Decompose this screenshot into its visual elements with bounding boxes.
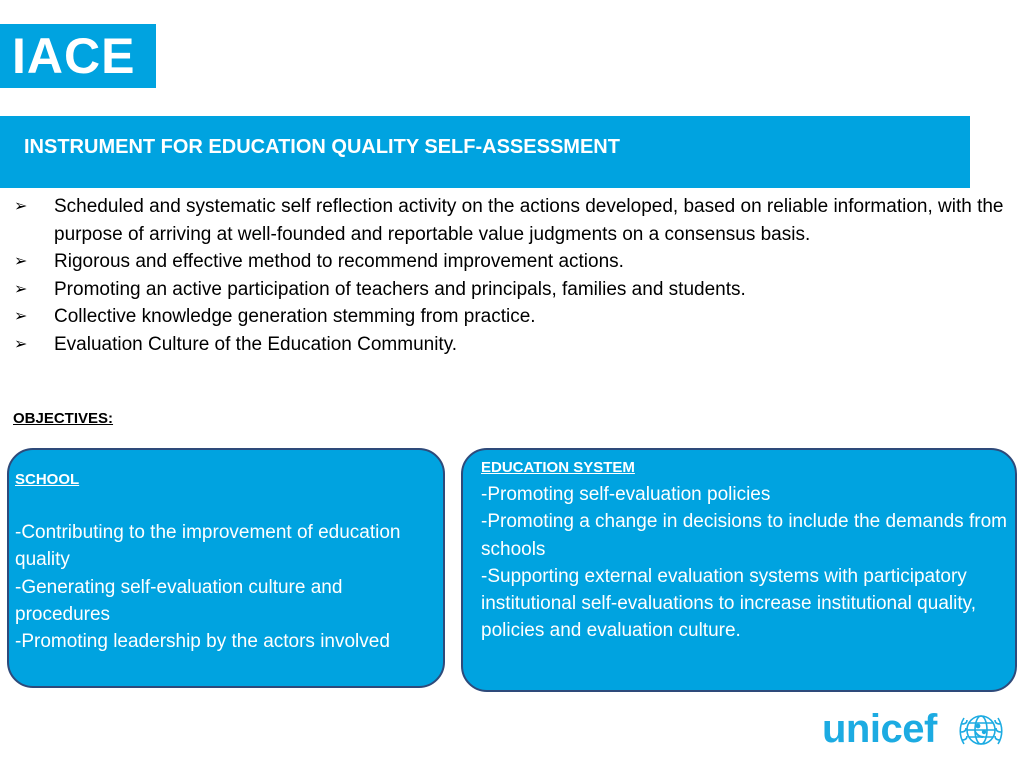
list-item	[14, 331, 1004, 359]
bullet-text: Collective knowledge generation stemming from practice.	[54, 306, 536, 327]
unicef-logo-text: unicef	[822, 707, 937, 751]
bullet-text: Rigorous and effective method to recommend improvement actions.	[54, 251, 624, 272]
list-item	[14, 303, 1004, 331]
page-title: INSTRUMENT FOR EDUCATION QUALITY SELF-ASSESSMENT	[24, 136, 620, 158]
list-item: -Generating self-evaluation culture and procedures	[15, 576, 343, 625]
unicef-logo	[822, 704, 1012, 754]
bullet-text: Evaluation Culture of the Education Community.	[54, 333, 458, 355]
objectives-heading: OBJECTIVES:	[13, 410, 114, 427]
bullet-text: Promoting an active participation of teachers and principals, families and students.	[54, 278, 746, 300]
list-item: -Promoting leadership by the actors involved	[15, 631, 390, 653]
list-item	[14, 193, 1004, 248]
list-item: -Supporting external evaluation systems with participatory institutional self-evaluations to increase institutional quality, policies and evaluation culture.	[481, 565, 976, 642]
list-item: -Promoting a change in decisions to include the demands from schools	[481, 511, 1007, 560]
education-system-heading: EDUCATION SYSTEM	[481, 459, 635, 476]
education-system-objectives-box	[461, 448, 1017, 692]
arrow-bullet-icon: ➢	[14, 198, 28, 215]
list-item	[14, 276, 1004, 304]
bullet-list	[14, 193, 1004, 358]
title-banner	[0, 116, 970, 188]
iace-logo	[0, 24, 156, 88]
bullet-text: Scheduled and systematic self reflection activity on the actions developed, based on reliable information, with the purpose of arriving at well-founded and reportable value judgments on a consensus basis.	[54, 196, 1004, 245]
arrow-bullet-icon: ➢	[14, 335, 28, 353]
iace-logo-text: IACE	[12, 28, 136, 84]
arrow-bullet-icon: ➢	[14, 308, 28, 325]
list-item	[14, 248, 1004, 276]
education-system-objectives-list	[481, 481, 1011, 645]
school-objectives-box	[7, 448, 445, 688]
arrow-bullet-icon: ➢	[14, 280, 28, 298]
school-heading: SCHOOL	[15, 471, 80, 488]
school-objectives-list	[15, 519, 435, 655]
unicef-emblem-icon	[956, 708, 1006, 754]
list-item: -Contributing to the improvement of education quality	[15, 522, 401, 571]
arrow-bullet-icon: ➢	[14, 253, 28, 270]
list-item: -Promoting self-evaluation policies	[481, 484, 771, 505]
